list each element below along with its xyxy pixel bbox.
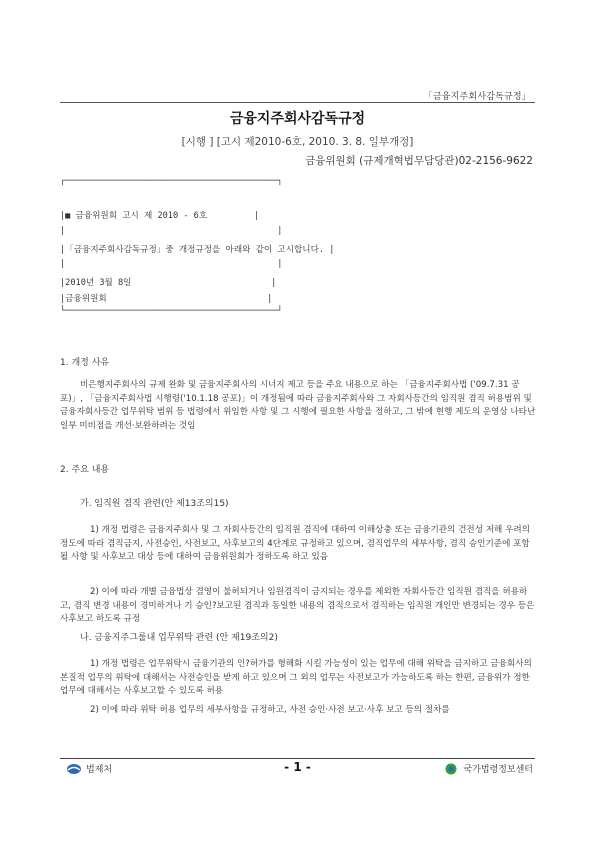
- notice-box-line: ┌─────────────────────────────────────────┐: [60, 176, 283, 186]
- section-paragraph: 비은행지주회사의 규제 완화 및 금융지주회사의 시너지 제고 등을 주요 내용으로 하는 「금융지주회사법 ('09.7.31 공포)」, 「금융지주회사법 시행령('10.1.18 공포)」이 개정됨에 따라 금융지주회사와 그 자회사등간의 임직원 겸직 허용범위 및 금융자회사등간 업무위탁 범위 등 법령에서 위임한 사항 및 그 시행에 필요한 사항을 정하고, 그 밖에 현행 제도의 운영상 나타난 일부 미비점을 개선·보완하려는 것임: [60, 380, 536, 431]
- section-paragraph: 2) 이에 따라 개별 금융법상 겸영이 불허되거나 임원겸직이 금지되는 경우를 제외한 자회사등간 임직원 겸직을 허용하고, 겸직 변경 내용이 경미하거나 기 승인?보고된 겸직과 동일한 내용의 겸직으로서 겸직하는 임직원 개인만 변경되는 경우 등은 사후보고 하도록 규정: [60, 587, 535, 624]
- header-divider: [60, 102, 535, 103]
- page-number: - 1 -: [284, 760, 311, 774]
- section-heading: 1. 개정 사유: [60, 358, 110, 368]
- subsection-heading: 나. 금융지주그룹내 업무위탁 관련 (안 제19조의2): [80, 633, 278, 643]
- document-subtitle: [시행 ] [고시 제2010-6호, 2010. 3. 8. 일부개정]: [181, 136, 414, 148]
- notice-box-line: |2010년 3월 8일 |: [60, 278, 277, 288]
- header-tag: 「금융지주회사감독규정」: [423, 92, 531, 102]
- notice-box-line: |「금융지주회사감독규정」중 개정규정을 아래와 같이 고시합니다. |: [60, 245, 335, 255]
- section-heading: 2. 주요 내용: [60, 465, 110, 475]
- section-paragraph: 2) 이에 따라 위탁 허용 업무의 세부사항을 규정하고, 사전 승인·사전 보고·사후 보고 등의 절차를: [90, 705, 450, 715]
- section-paragraph: 1) 개정 법령은 금융지주회사 및 그 자회사등간의 임직원 겸직에 대하여 이해상충 또는 금융기관의 건전성 저해 우려의 정도에 따라 겸직금지, 사전승인, 사전보고, 사후보고의 4단계로 규정하고 있으며, 겸직업무의 세부사항, 겸직 승인기준에 포함될 사항 및 사후보고 대상 등에 대하여 금융위원회가 정하도록 하고 있음: [60, 525, 530, 562]
- notice-box-line: |■ 금융위원회 고시 제 2010 - 6호 |: [60, 211, 259, 221]
- law-center-logo-icon: [443, 763, 459, 775]
- document-title: 금융지주회사감독규정: [229, 111, 366, 127]
- footer-left-label: 법제처: [86, 765, 113, 775]
- notice-box-line: └─────────────────────────────────────────┘: [60, 306, 283, 316]
- section-paragraph: 1) 개정 법령은 업무위탁시 금융기관의 인?허가를 형해화 시킬 가능성이 있는 업무에 대해 위탁을 금지하고 금융회사의 본질적 업무의 위탁에 대해서는 사전승인을 받게 하고 있으며 그 외의 업무는 사전보고가 가능하도록 하는 한편, 금융위가 정한 업무에 대해서는 사후보고할 수 있도록 허용: [60, 659, 532, 696]
- footer-divider: [60, 758, 535, 759]
- notice-box-line: | |: [60, 226, 283, 236]
- subsection-heading: 가. 임직원 겸직 관련(안 제13조의15): [80, 499, 229, 509]
- footer-right: [443, 762, 533, 775]
- notice-box-line: |금융위원회 |: [60, 294, 273, 304]
- department-contact: 금융위원회 (규제개혁법무담당관)02-2156-9622: [305, 155, 533, 167]
- notice-box-line: | |: [60, 259, 283, 269]
- footer-right-label: 국가법령정보센터: [463, 765, 533, 775]
